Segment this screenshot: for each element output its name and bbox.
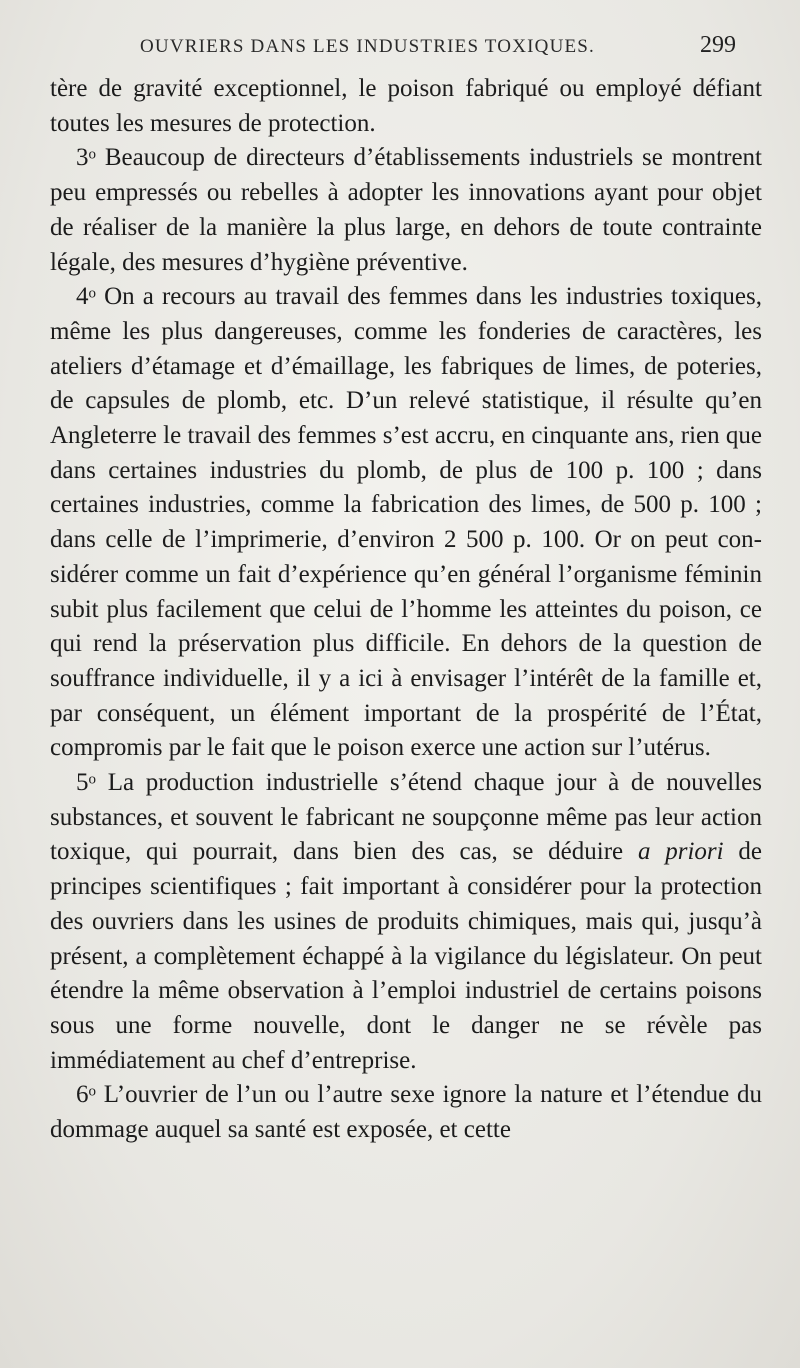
ordinal-marker: o: [88, 1083, 96, 1100]
paragraph-item-4: [50, 280, 762, 766]
page-number: 299: [700, 32, 736, 58]
paragraph-item-3: [50, 141, 762, 280]
item-number: 3: [76, 144, 89, 172]
item-number: 6: [76, 1081, 89, 1109]
paragraph-continuation: [50, 72, 762, 141]
paragraph-text: tère de gravité exceptionnel, le poison fabriqué ou employé défiant toutes les mesures de protection.: [50, 75, 762, 137]
paragraph-text: L’ouvrier de l’un ou l’autre sexe ignore la nature et l’étendue du dommage auquel sa santé est exposée, et cette: [50, 1081, 762, 1144]
ordinal-marker: o: [88, 146, 96, 163]
body-text: [50, 72, 762, 1148]
paragraph-text: Beaucoup de directeurs d’établissements industriels se montrent peu empressés ou rebelles à adopter les innovations ayant pour objet de réaliser de la manière la plus large, en dehors de toute contrainte légale, des mesures d’hygiène préventive.: [50, 144, 762, 276]
paragraph-item-6: [50, 1078, 762, 1147]
paragraph-text: de principes scientifiques ; fait important à considérer pour la protection des ouvriers dans les usines de produits chimiques, mais qui, jusqu’à présent, a complètement échappé à la vigilance du législateur. On peut étendre la même observation à l’emploi industriel de certains poisons sous une forme nouvelle, dont le danger ne se révèle pas immédiatement au chef d’entreprise.: [50, 838, 763, 1074]
paragraph-text: On a recours au travail des femmes dans les industries toxiques, même les plus dangereuses, comme les fonderies de caractères, les ateliers d’étamage et d’émaillage, les fabriques de limes, de poteries, de capsules de plomb, etc. D’un relevé statistique, il résulte qu’en Angleterre le travail des femmes s’est accru, en cinquante ans, rien que dans certaines industries du plomb, de plus de 100 p. 100 ; dans certaines industries, comme la fabrication des limes, de 500 p. 100 ; dans celle de l’imprimerie, d’environ 2 500 p. 100. Or on peut considérer comme un fait d’expérience qu’en général l’organisme féminin subit plus facilement que celui de l’homme les atteintes du poison, ce qui rend la préservation plus difficile. En dehors de la question de souffrance individuelle, il y a ici à envisager l’intérêt de la famille et, par conséquent, un élément important de la prospérité de l’État, compromis par le fait que le poison exerce une action sur l’utérus.: [50, 283, 763, 762]
italic-phrase: a priori: [637, 838, 724, 866]
paragraph-item-5: [50, 766, 762, 1078]
ordinal-marker: o: [88, 771, 96, 788]
item-number: 5: [76, 769, 89, 797]
ordinal-marker: o: [88, 285, 96, 302]
item-number: 4: [76, 283, 89, 311]
running-title: OUVRIERS DANS LES INDUSTRIES TOXIQUES.: [140, 36, 596, 57]
paragraph-text: La production industrielle s’étend chaque jour à de nouvelles substances, et souvent le fabricant ne soupçonne même pas leur action toxique, qui pourrait, dans bien des cas, se déduire: [50, 769, 763, 866]
running-head: [0, 30, 800, 70]
